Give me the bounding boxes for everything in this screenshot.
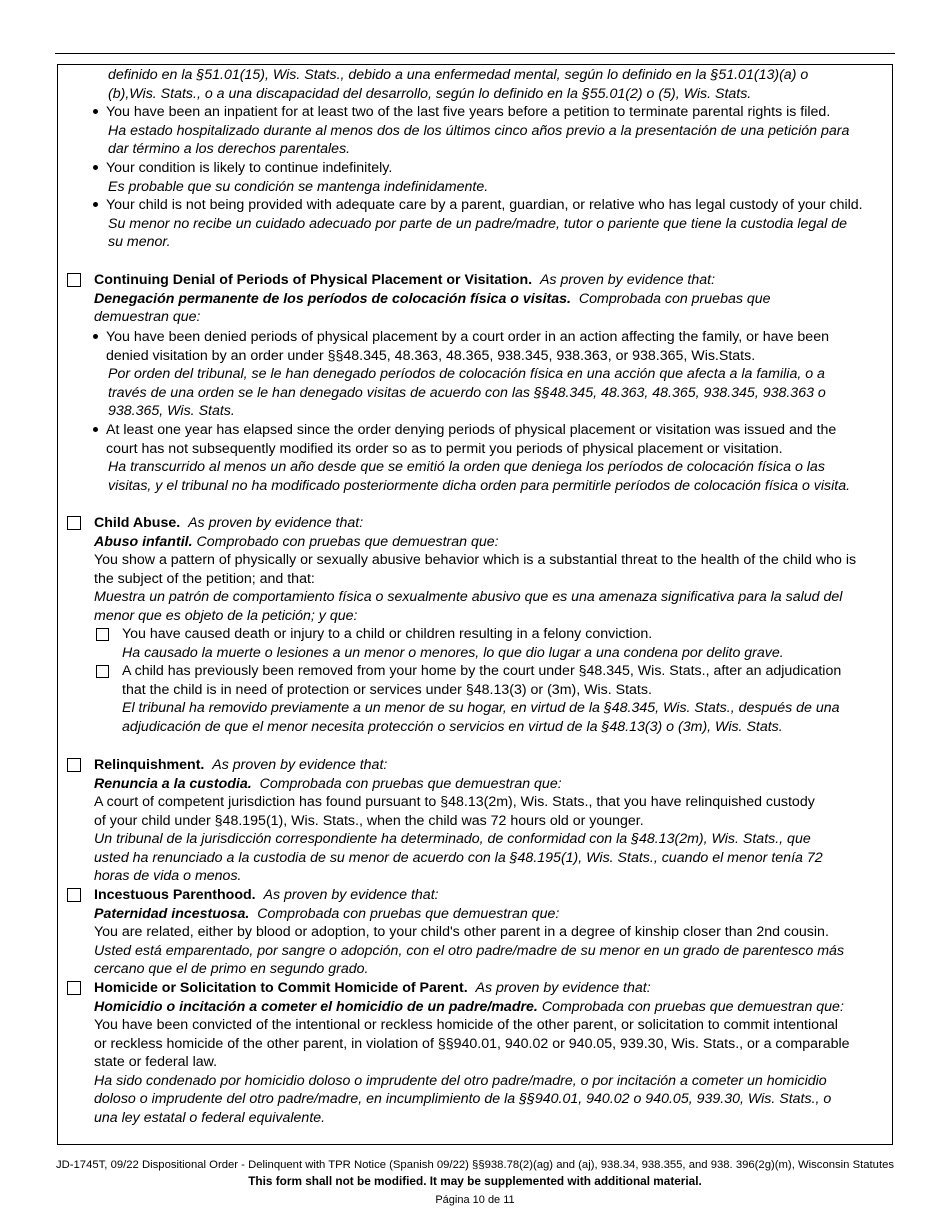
- top-rule: [55, 53, 895, 54]
- relinquishment-body-en: of your child under §48.195(1), Wis. Stats., when the child was 72 hours old or younger.: [94, 812, 644, 829]
- relinquishment-heading: Relinquishment. As proven by evidence that:: [94, 757, 388, 773]
- bullet-text-es: Por orden del tribunal, se le han denegado períodos de colocación física en una acción que afecta a la familia, o a: [108, 366, 825, 382]
- bullet-text-en: You have been an inpatient for at least two of the last five years before a petition to terminate parental rights is filed.: [106, 104, 831, 120]
- bullet-text-es: 938.365, Wis. Stats.: [108, 403, 235, 419]
- homicide-body-es: Ha sido condenado por homicidio doloso o imprudente del otro padre/madre, o por incitación a cometer un homicidio: [94, 1072, 827, 1089]
- bullet-text-es: Es probable que su condición se mantenga indefinidamente.: [108, 178, 489, 195]
- child-abuse-option-en: A child has previously been removed from your home by the court under §48.345, Wis. Stats., after an adjudication: [122, 663, 842, 679]
- child-abuse-option-en: You have caused death or injury to a child or children resulting in a felony conviction.: [122, 626, 653, 642]
- incestuous-heading: Incestuous Parenthood. As proven by evidence that:: [94, 887, 439, 903]
- bullet-text-es: visitas, y el tribunal no ha modificado posteriormente dicha orden para permitirle períodos de colocación física o visita.: [108, 477, 851, 494]
- child-abuse-body-en: You show a pattern of physically or sexually abusive behavior which is a substantial threat to the health of the child who is: [94, 552, 857, 568]
- child-abuse-body-es: Muestra un patrón de comportamiento física o sexualmente abusivo que es una amenaza significativa para la salud del: [94, 589, 843, 605]
- child-abuse-body-es: menor que es objeto de la petición; y que:: [94, 607, 358, 624]
- continuing-denial-checkbox[interactable]: [67, 273, 81, 287]
- bullet-text-en: court has not subsequently modified its order so as to permit you periods of physical placement or visitation.: [106, 440, 783, 457]
- form-notice: This form shall not be modified. It may be supplemented with additional material.: [248, 1174, 702, 1188]
- felony-conviction-checkbox[interactable]: [96, 628, 109, 641]
- incestuous-body-en: You are related, either by blood or adoption, to your child's other parent in a degree of kinship closer than 2nd cousin.: [94, 924, 829, 940]
- homicide-body-en: state or federal law.: [94, 1054, 218, 1070]
- relinquishment-body-en: A court of competent jurisdiction has found pursuant to §48.13(2m), Wis. Stats., that you have relinquished custody: [94, 794, 815, 810]
- continuing-denial-heading-es: Denegación permanente de los períodos de colocación física o visitas. Comprobada con pruebas que: [94, 290, 771, 307]
- child-abuse-option-en: that the child is in need of protection or services under §48.13(3) or (3m), Wis. Stats.: [122, 681, 652, 698]
- form-citation: JD-1745T, 09/22 Dispositional Order - Delinquent with TPR Notice (Spanish 09/22) §§938.78(2)(ag) and (aj), 938.34, 938.355, and 938. 396(2g)(m), Wisconsin Statutes: [55, 1159, 895, 1171]
- bullet-text-es: Ha estado hospitalizado durante al menos dos de los últimos cinco años previo a la presentación de una petición para: [108, 122, 850, 139]
- bullet-text-es: través de una orden se le han denegado visitas de acuerdo con las §§48.345, 48.363, 48.365, 938.345, 938.363 o: [108, 384, 826, 401]
- bullet-text-es: su menor.: [108, 234, 171, 250]
- incestuous-body-es: cercano que el de primo en segundo grado.: [94, 961, 369, 977]
- bullet-icon: [93, 165, 98, 170]
- bullet-icon: [93, 334, 98, 339]
- homicide-body-es: doloso o imprudente del otro padre/madre, en incumplimiento de la §§940.01, 940.02 o 940.05, 939.30, Wis. Stats., o: [94, 1091, 832, 1107]
- bullet-text-en: denied visitation by an order under §§48.345, 48.363, 48.365, 938.345, 938.363, or 938.365, Wis.Stats.: [106, 347, 756, 364]
- homicide-heading-es: Homicidio o incitación a cometer el homicidio de un padre/madre. Comprobada con pruebas que demuestran que:: [94, 998, 844, 1015]
- bullet-text-en: At least one year has elapsed since the order denying periods of physical placement or visitation was issued and the: [106, 422, 837, 438]
- child-abuse-body-en: the subject of the petition; and that:: [94, 570, 315, 587]
- continuing-denial-heading-es: demuestran que:: [94, 309, 201, 325]
- relinquishment-body-es: Un tribunal de la jurisdicción correspondiente ha determinado, de conformidad con la §48.13(2m), Wis. Stats., que: [94, 831, 811, 847]
- relinquishment-body-es: usted ha renunciado a la custodia de su menor de acuerdo con la §48.195(1), Wis. Stats., cuando el menor tenía 72: [94, 849, 823, 866]
- child-abuse-checkbox[interactable]: [67, 516, 81, 530]
- relinquishment-body-es: horas de vida o menos.: [94, 868, 242, 884]
- continued-text-es: definido en la §51.01(15), Wis. Stats., debido a una enfermedad mental, según lo definido en la §51.01(13)(a) o: [108, 67, 809, 83]
- continuing-denial-heading: Continuing Denial of Periods of Physical Placement or Visitation. As proven by evidence that:: [94, 272, 716, 288]
- incestuous-body-es: Usted está emparentado, por sangre o adopción, con el otro padre/madre de su menor en un grado de parentesco más: [94, 942, 845, 959]
- continued-text-es: (b),Wis. Stats., o a una discapacidad del desarrollo, según lo definido en la §55.01(2) o (5), Wis. Stats.: [108, 85, 752, 102]
- bullet-text-es: Ha transcurrido al menos un año desde que se emitió la orden que deniega los períodos de colocación física o las: [108, 459, 825, 475]
- homicide-body-es: una ley estatal o federal equivalente.: [94, 1109, 326, 1126]
- bullet-icon: [93, 427, 98, 432]
- bullet-text-en: Your child is not being provided with adequate care by a parent, guardian, or relative who has legal custody of your child.: [106, 197, 863, 213]
- page-number: Página 10 de 11: [435, 1194, 515, 1206]
- homicide-body-en: or reckless homicide of the other parent, in violation of §§940.01, 940.02 or 940.05, 939.30, Wis. Stats., or a comparable: [94, 1035, 850, 1052]
- bullet-text-en: You have been denied periods of physical placement by a court order in an action affecting the family, or have been: [106, 329, 829, 345]
- bullet-icon: [93, 202, 98, 207]
- bullet-icon: [93, 109, 98, 114]
- bullet-text-en: Your condition is likely to continue indefinitely.: [106, 160, 393, 176]
- child-removed-checkbox[interactable]: [96, 665, 109, 678]
- homicide-heading: Homicide or Solicitation to Commit Homicide of Parent. As proven by evidence that:: [94, 980, 651, 996]
- bullet-text-es: dar término a los derechos parentales.: [108, 141, 351, 157]
- child-abuse-option-es: adjudicación de que el menor necesita protección o servicios en virtud de la §48.13(3) o (3m), Wis. Stats.: [122, 718, 783, 735]
- incestuous-parenthood-checkbox[interactable]: [67, 888, 81, 902]
- relinquishment-heading-es: Renuncia a la custodia. Comprobada con pruebas que demuestran que:: [94, 775, 562, 792]
- child-abuse-option-es: El tribunal ha removido previamente a un menor de su hogar, en virtud de la §48.345, Wis. Stats., después de una: [122, 700, 840, 716]
- child-abuse-heading: Child Abuse. As proven by evidence that:: [94, 515, 364, 531]
- homicide-body-en: You have been convicted of the intentional or reckless homicide of the other parent, or solicitation to commit intentional: [94, 1017, 838, 1033]
- relinquishment-checkbox[interactable]: [67, 758, 81, 772]
- incestuous-heading-es: Paternidad incestuosa. Comprobada con pruebas que demuestran que:: [94, 905, 560, 922]
- bullet-text-es: Su menor no recibe un cuidado adecuado por parte de un padre/madre, tutor o pariente que tiene la custodia legal de: [108, 215, 848, 232]
- homicide-checkbox[interactable]: [67, 981, 81, 995]
- child-abuse-heading-es: Abuso infantil. Comprobado con pruebas que demuestran que:: [94, 533, 499, 550]
- child-abuse-option-es: Ha causado la muerte o lesiones a un menor o menores, lo que dio lugar a una condena por delito grave.: [122, 644, 784, 661]
